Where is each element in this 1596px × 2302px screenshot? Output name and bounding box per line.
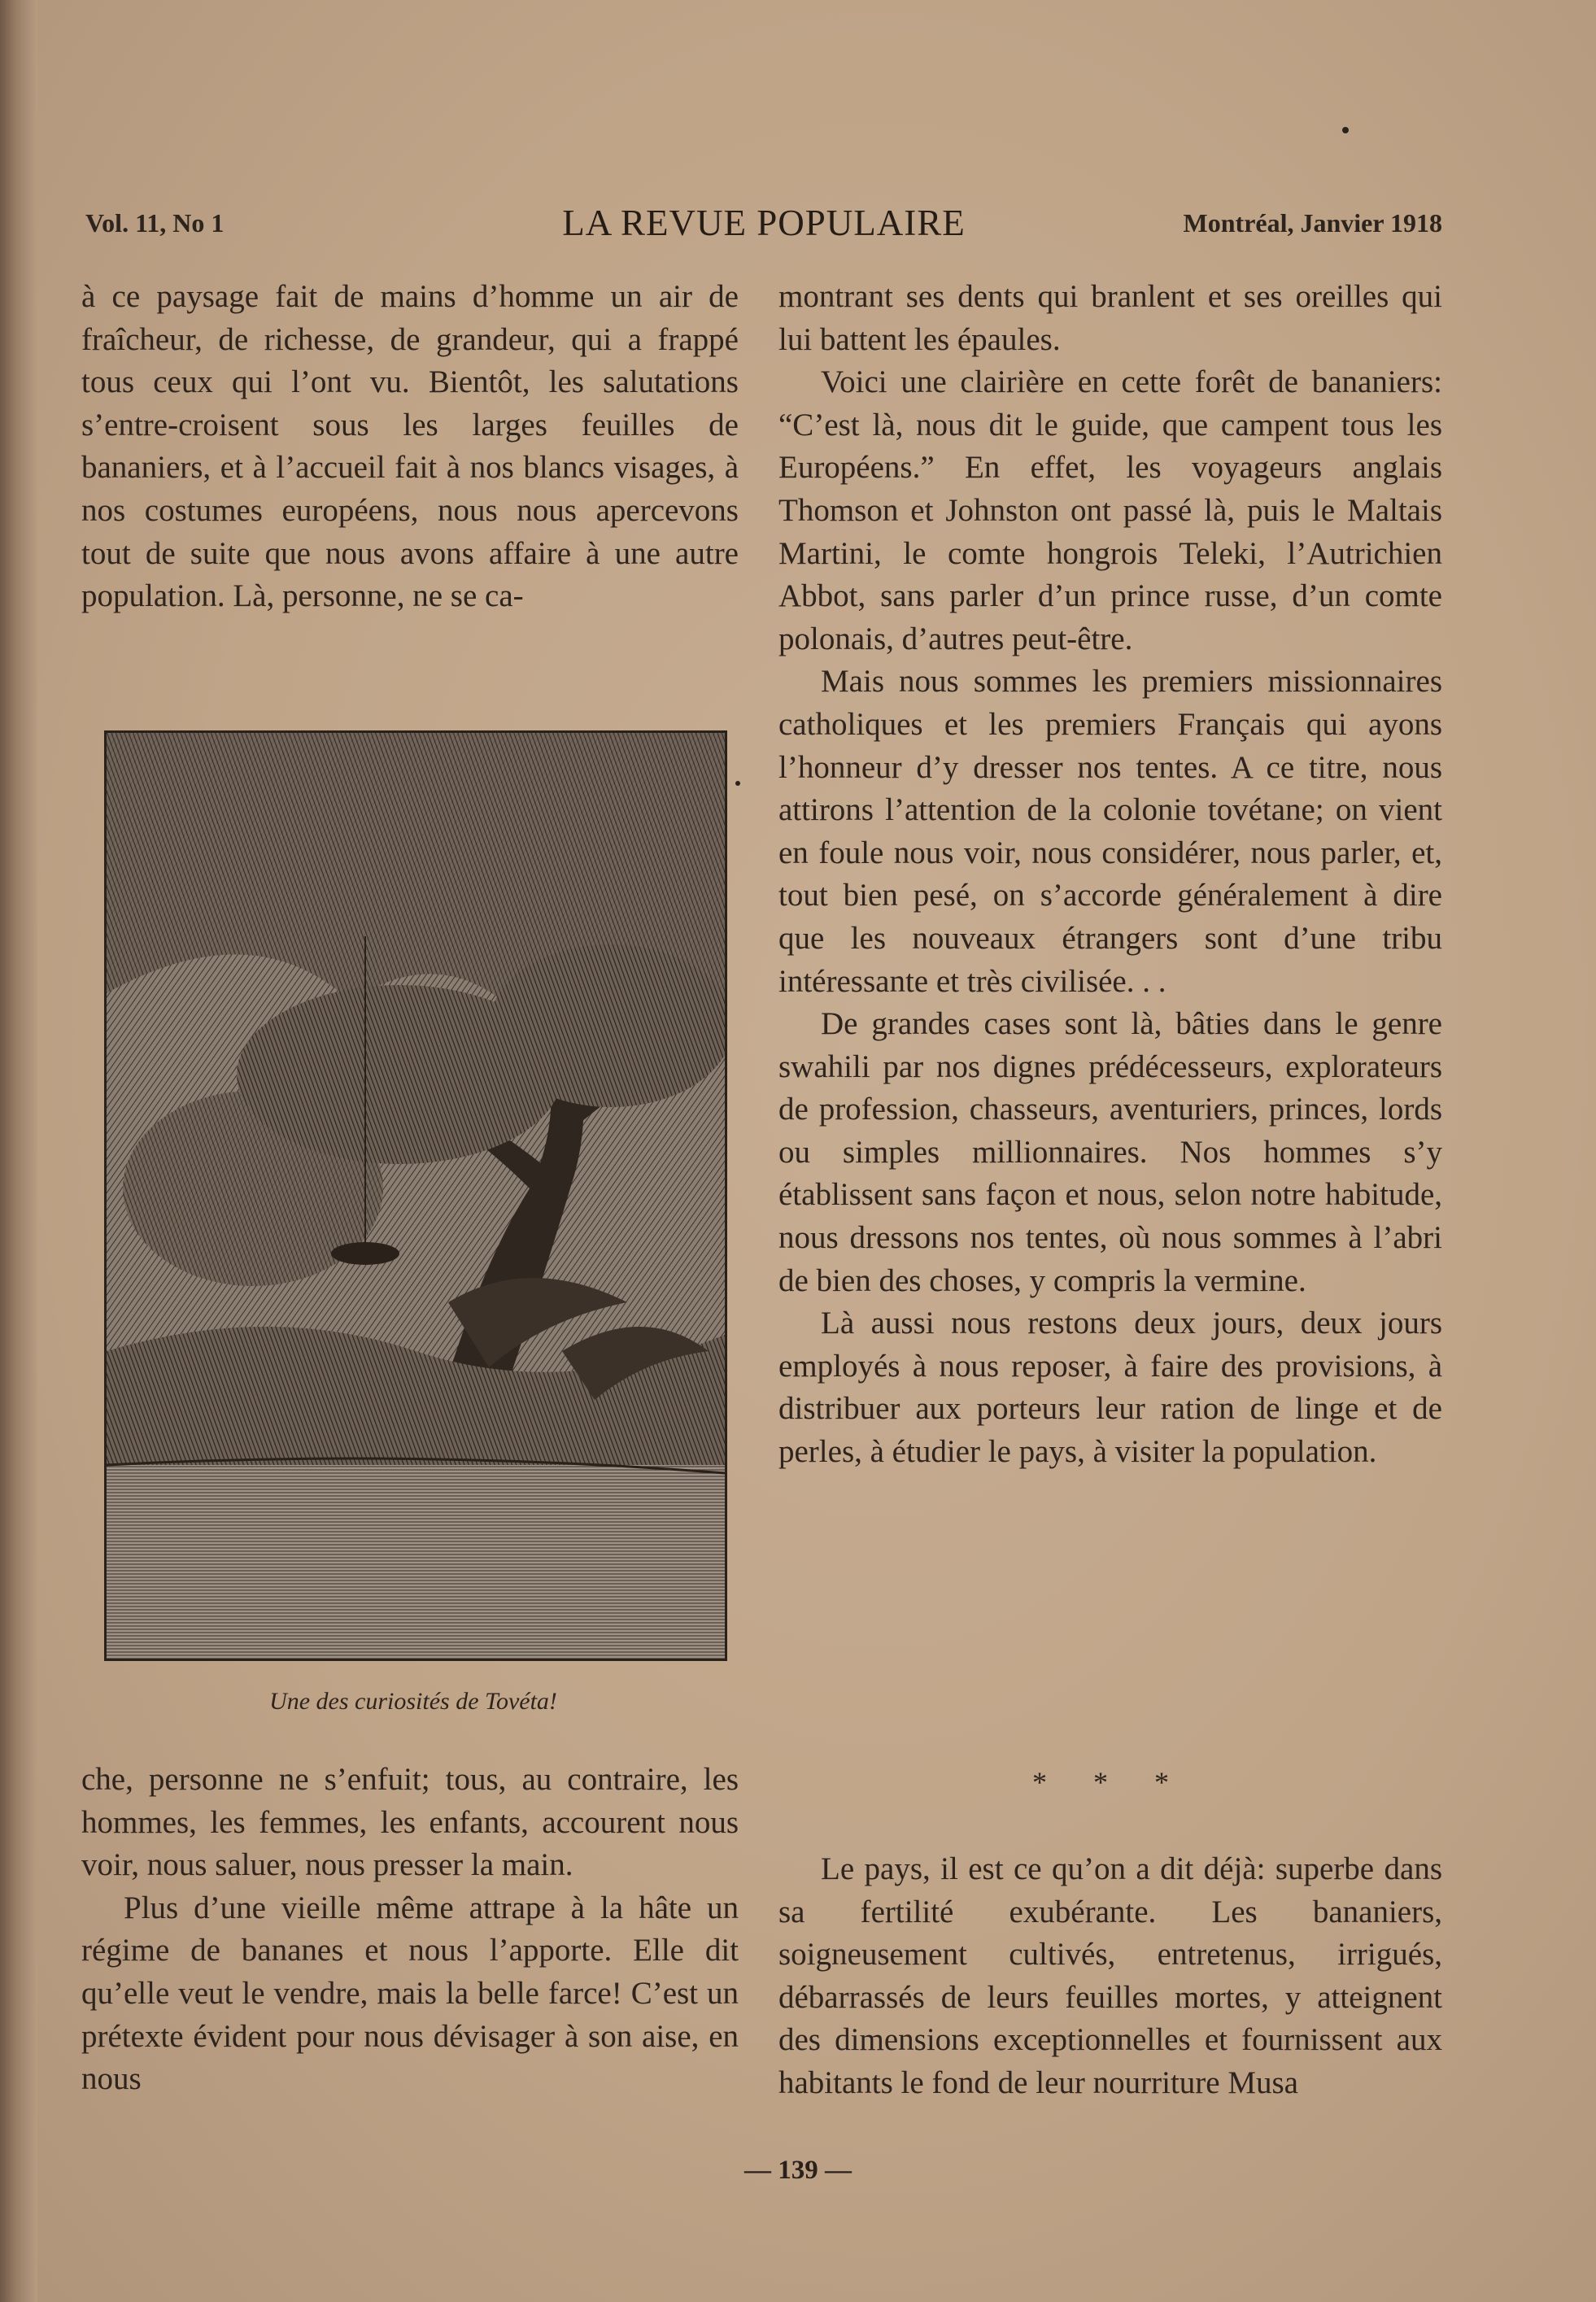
page-binding-shadow (0, 0, 37, 2302)
engraving-illustration (104, 730, 727, 1661)
left-column-bottom (81, 1759, 739, 2101)
journal-title: LA REVUE POPULAIRE (562, 203, 966, 243)
paragraph: Plus d’une vieille même attrape à la hâte un régime de bananes et nous l’apporte. Elle dit qu’elle veut le vendre, mais la belle farce! C’est un prétexte évident pour nous dévisager à son aise, en nous (81, 1890, 739, 2097)
paragraph: montrant ses dents qui branlent et ses oreilles qui lui battent les épaules. (778, 279, 1442, 357)
right-column-bottom (778, 1848, 1442, 2105)
right-column (778, 276, 1442, 1474)
paragraph: Voici une clairière en cette forêt de bananiers: “C’est là, nous dit le guide, que campent tous les Européens.” En effet, les voyageurs anglais Thomson et Johnston ont passé là, puis le Maltais Martini, le comte hongrois Teleki, l’Autrichien Abbot, sans parler d’un prince russe, d’un comte polonais, d’autres peut-être. (778, 364, 1442, 656)
figure-caption: Une des curiosités de Tovéta! (269, 1688, 557, 1715)
section-separator: * * * (1032, 1766, 1188, 1798)
page-number: — 139 — (744, 2156, 852, 2185)
paragraph: à ce paysage fait de mains d’homme un air de fraîcheur, de richesse, de grandeur, qui a frappé tous ceux qui l’ont vu. Bientôt, les salutations s’entre-croisent sous les larges feuilles de bananiers, et à l’accueil fait à nos blancs visages, à nos costumes européens, nous nous apercevons tout de suite que nous avons affaire à une autre population. Là, personne, ne se ca- (81, 279, 739, 614)
paper-speck (1342, 127, 1349, 133)
running-header (85, 202, 1442, 251)
paragraph: De grandes cases sont là, bâties dans le genre swahili par nos dignes prédécesseurs, explorateurs de profession, chasseurs, aventuriers, princes, lords ou simples millionnaires. Nos hommes s’y établissent sans façon et nous, selon notre habitude, nous dressons nos tentes, où nous sommes à l’abri de bien des choses, y compris la vermine. (778, 1006, 1442, 1298)
paragraph: che, personne ne s’enfuit; tous, au contraire, les hommes, les femmes, les enfants, accourent nous voir, nous saluer, nous presser la main. (81, 1762, 739, 1883)
issue-date: Montréal, Janvier 1918 (1183, 208, 1442, 238)
volume-number: Vol. 11, No 1 (85, 208, 225, 238)
paper-speck (735, 781, 740, 786)
left-column-top (81, 276, 739, 618)
paragraph: Là aussi nous restons deux jours, deux jours employés à nous reposer, à faire des provisions, à distribuer aux porteurs leur ration de linge et de perles, à étudier le pays, à visiter la population. (778, 1306, 1442, 1470)
paragraph: Le pays, il est ce qu’on a dit déjà: superbe dans sa fertilité exubérante. Les bananiers, soigneusement cultivés, entretenus, irrigués, débarrassés de leurs feuilles mortes, y atteignent des dimensions exceptionnelles et fournissent aux habitants le fond de leur nourriture Musa (778, 1851, 1442, 2100)
paragraph: Mais nous sommes les premiers missionnaires catholiques et les premiers Français qui ayons l’honneur d’y dresser nos tentes. A ce titre, nous attirons l’attention de la colonie tovétane; on vient en foule nous voir, nous considérer, nous parler, et, tout bien pesé, on s’accorde généralement à dire que les nouveaux étrangers sont d’une tribu intéressante et très civilisée. . . (778, 664, 1442, 999)
jungle-engraving (107, 733, 725, 1659)
